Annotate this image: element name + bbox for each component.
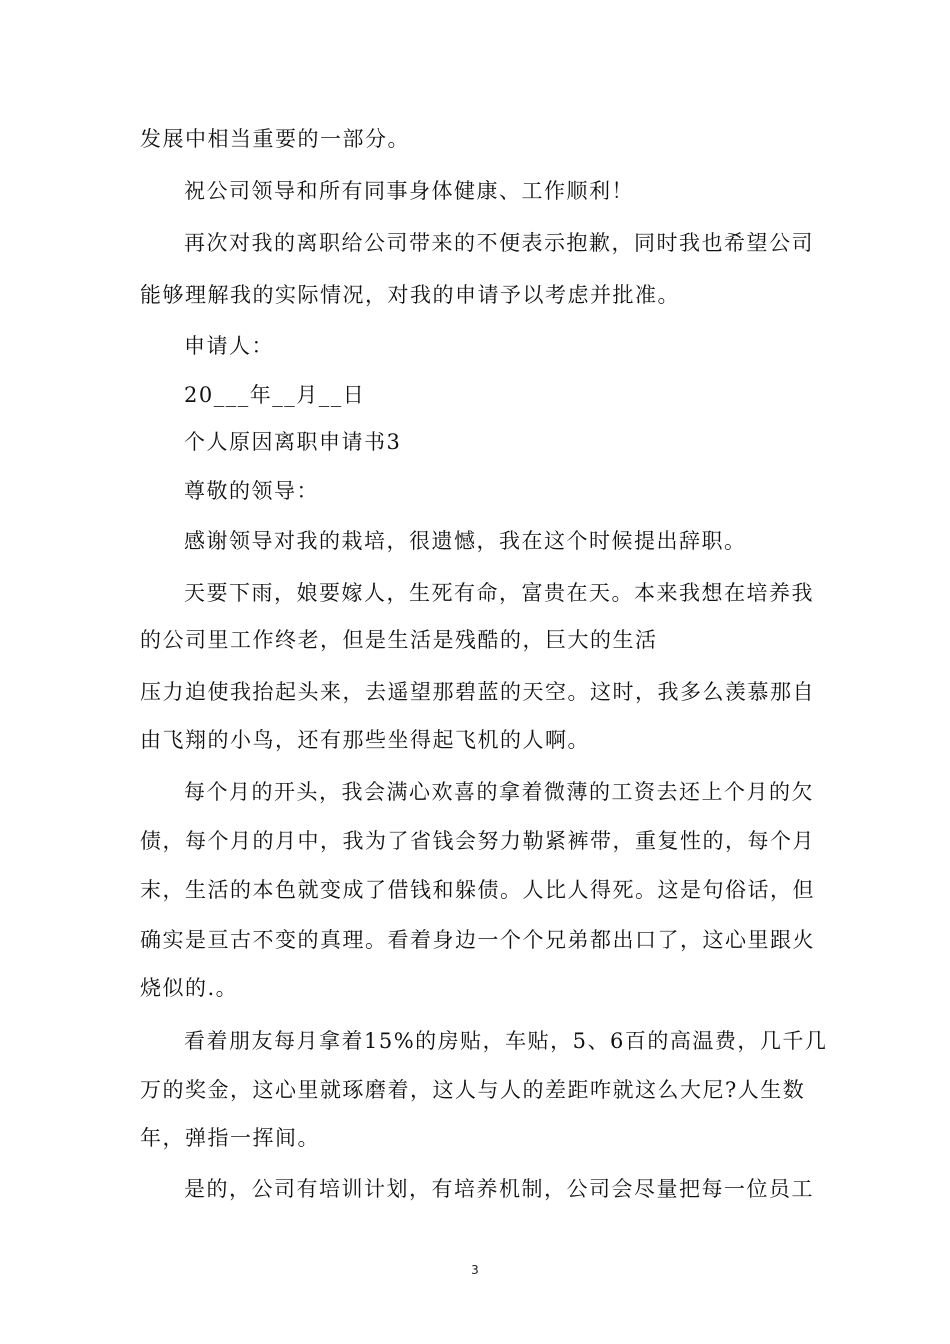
paragraph-line: 压力迫使我抬起头来，去遥望那碧蓝的天空。这时，我多么羡慕那自 — [140, 680, 815, 704]
paragraph-line: 再次对我的离职给公司带来的不便表示抱歉，同时我也希望公司 — [184, 231, 814, 255]
paragraph-line: 烧似的.。 — [140, 976, 239, 1000]
paragraph-line: 每个月的开头，我会满心欢喜的拿着微薄的工资去还上个月的欠 — [184, 780, 814, 804]
paragraph-line: 债，每个月的月中，我为了省钱会努力勒紧裤带，重复性的，每个月 — [140, 829, 815, 853]
salutation: 尊敬的领导： — [184, 479, 319, 503]
paragraph-line: 是的，公司有培训计划，有培养机制，公司会尽量把每一位员工 — [184, 1177, 814, 1201]
paragraph-line: 的公司里工作终老，但是生活是残酷的，巨大的生活 — [140, 628, 658, 652]
section-title: 个人原因离职申请书3 — [184, 430, 402, 454]
paragraph-line: 确实是亘古不变的真理。看着身边一个个兄弟都出口了，这心里跟火 — [140, 928, 815, 952]
paragraph-line: 天要下雨，娘要嫁人，生死有命，富贵在天。本来我想在培养我 — [184, 581, 814, 605]
paragraph-line: 发展中相当重要的一部分。 — [140, 127, 410, 151]
date-line: 20___年__月__日 — [184, 383, 366, 407]
signature-label: 申请人： — [184, 334, 274, 358]
paragraph-line: 年，弹指一挥间。 — [140, 1126, 320, 1150]
paragraph-line: 末，生活的本色就变成了借钱和躲债。人比人得死。这是句俗话，但 — [140, 878, 815, 902]
paragraph-line: 能够理解我的实际情况，对我的申请予以考虑并批准。 — [140, 283, 680, 307]
paragraph-line: 祝公司领导和所有同事身体健康、工作顺利！ — [184, 179, 634, 203]
paragraph-line: 看着朋友每月拿着15%的房贴，车贴，5、6百的高温费，几千几 — [184, 1029, 828, 1053]
page-number: 3 — [471, 1263, 479, 1277]
paragraph-line: 由飞翔的小鸟，还有那些坐得起飞机的人啊。 — [140, 728, 590, 752]
paragraph-line: 感谢领导对我的栽培，很遗憾，我在这个时候提出辞职。 — [184, 529, 747, 553]
paragraph-line: 万的奖金，这心里就琢磨着，这人与人的差距咋就这么大尼?人生数 — [140, 1078, 806, 1102]
